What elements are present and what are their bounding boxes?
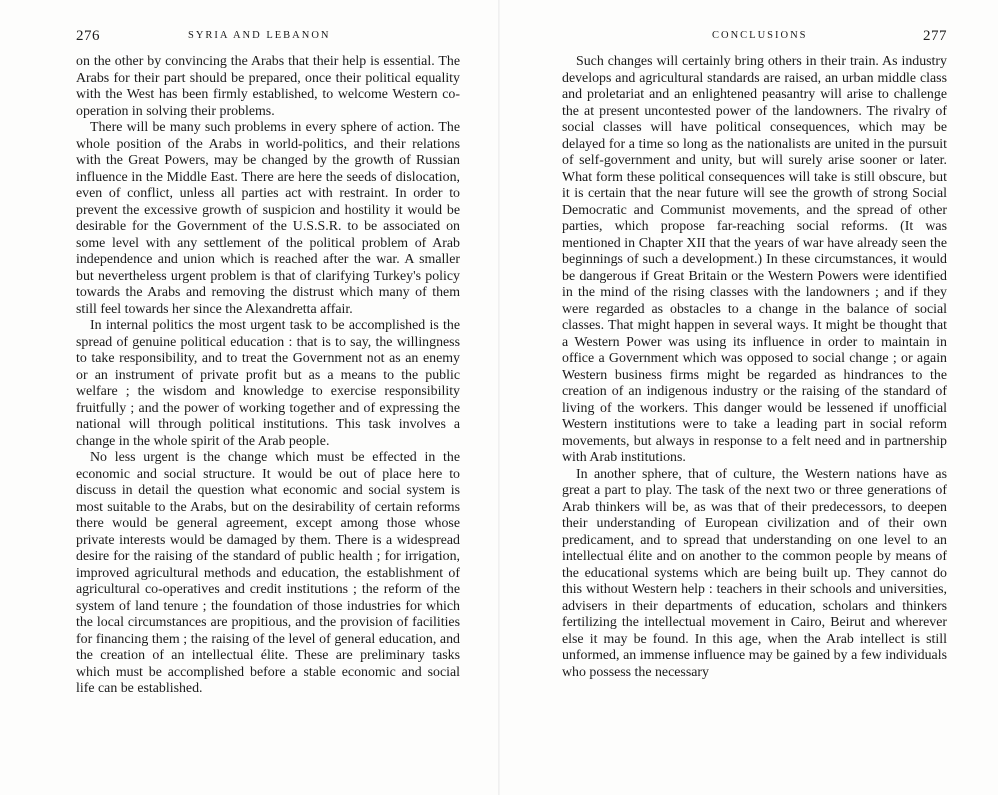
- paragraph: There will be many such problems in every sphere of action. The whole position of the Arabs in world-politics, and their relations with the Great Powers, may be changed by the growth of Russian influence in the Middle East. There are here the seeds of dislocation, even of conflict, unless all parties act with restraint. In order to prevent the excessive growth of suspicion and hostility it would be desirable for the Government of the U.S.S.R. to be associated on some level with any settlement of the political problem of Arab independence and union which is reached after the war. A smaller but nevertheless urgent problem is that of clarifying Turkey's policy towards the Arabs and removing the distrust which many of them still feel towards her since the Alexandretta affair.: [76, 120, 460, 317]
- left-page: [0, 0, 498, 795]
- right-running-title: CONCLUSIONS: [712, 30, 808, 41]
- right-page-number: 277: [923, 28, 947, 44]
- paragraph: Such changes will certainly bring others in their train. As industry develops and agricultural standards are raised, an urban middle class and proletariat and an enlightened peasantry will arise to challenge the at present uncontested power of the landowners. The rivalry of social classes will have political consequences, which may be delayed for a time so long as the nationalists are united in the pursuit of self-government and unity, but will surely arise sooner or later. What form these political consequences will take is still obscure, but it is certain that the near future will see the growth of strong Social Democratic and Communist movements, and the spread of other parties, which propose far-reaching social reforms. (It was mentioned in Chapter XII that the years of war have already seen the beginnings of such a development.) In these circumstances, it would be dangerous if Great Britain or the Western Powers were identified in the mind of the rising classes with the landowners ; and if they were regarded as obstacles to a change in the balance of social classes. That might happen in several ways. It might be thought that a Western Power was using its influence in order to maintain in office a Government which was opposed to social change ; or again Western business firms might be regarded as hindrances to the creation of an indigenous industry or the raising of the standard of living of the workers. This danger would be lessened if unofficial Western institutions were to take a leading part in social reform movements, but always in response to a felt need and in partnership with Arab institutions.: [562, 54, 947, 465]
- paragraph: No less urgent is the change which must be effected in the economic and social structure. It would be out of place here to discuss in detail the question what economic and social system is most suitable to the Arabs, but on the desirability of certain reforms there would be general agreement, except among those whose private interests would be damaged by them. There is a widespread desire for the raising of the standard of public health ; for irrigation, improved agricultural methods and education, the establishment of agricultural co-operatives and credit institutions ; the reform of the system of land tenure ; the foundation of those industries for which the local circumstances are propitious, and the provision of facilities for financing them ; the raising of the level of general education, and the creation of an intellectual élite. These are preliminary tasks which must be accomplished before a stable economic and social life can be established.: [76, 450, 460, 696]
- right-page: [500, 0, 998, 795]
- paragraph: In another sphere, that of culture, the Western nations have as great a part to play. The task of the next two or three generations of Arab thinkers will be, as was that of their predecessors, to deepen their understanding of European civilization and of their own predicament, and to spread that understanding on one level to an intellectual élite and on another to the common people by means of the educational systems which are being built up. They cannot do this without Western help : teachers in their schools and universities, advisers in their departments of education, scholars and thinkers fertilizing the intellectual movement in Cairo, Beirut and wherever else it may be found. In this age, when the Arab intellect is still unformed, an immense influence may be gained by a few individuals who possess the necessary: [562, 466, 947, 680]
- left-running-title: SYRIA AND LEBANON: [188, 30, 331, 41]
- left-body-text: [76, 54, 460, 698]
- right-running-head: [562, 30, 947, 50]
- left-running-head: [76, 30, 460, 50]
- right-body-text: [562, 54, 947, 681]
- paragraph: In internal politics the most urgent task to be accomplished is the spread of genuine political education : that is to say, the willingness to take responsibility, and to treat the Government not as an enemy or an instrument of private profit but as a means to the public welfare ; the wisdom and knowledge to exercise responsibility fruitfully ; and the power of working together and of expressing the national will through political institutions. This task involves a change in the whole spirit of the Arab people.: [76, 318, 460, 449]
- left-page-number: 276: [76, 28, 100, 44]
- paragraph: on the other by convincing the Arabs that their help is essential. The Arabs for their part should be prepared, once their political equality with the West has been firmly established, to welcome Western co-operation in solving their problems.: [76, 54, 460, 119]
